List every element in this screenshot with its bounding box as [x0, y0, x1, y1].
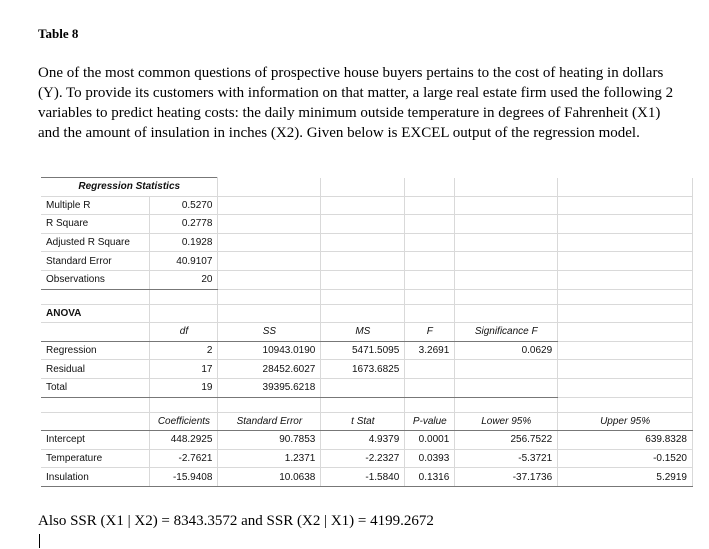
- coef-upper-95: 5.2919: [558, 468, 693, 487]
- anova-ss: 10943.0190: [218, 341, 321, 360]
- table-row: [41, 468, 693, 487]
- table-heading: Table 8: [38, 26, 79, 41]
- anova-f: 3.2691: [405, 341, 455, 360]
- table-row: [41, 431, 693, 450]
- anova-ss: 28452.6027: [218, 360, 321, 379]
- table-row: [41, 341, 693, 360]
- coef-t-stat: -2.2327: [321, 449, 405, 468]
- regression-table: [41, 177, 693, 487]
- coef-value: -15.9408: [150, 468, 218, 487]
- spacer-row: [41, 397, 693, 412]
- anova-title: ANOVA: [41, 304, 150, 323]
- stat-label: R Square: [41, 215, 150, 234]
- coef-t-stat: -1.5840: [321, 468, 405, 487]
- table-row: [41, 233, 693, 252]
- stat-value: 0.5270: [150, 196, 218, 215]
- stat-label: Observations: [41, 270, 150, 289]
- regression-statistics-title: Regression Statistics: [41, 178, 218, 197]
- coef-header-t-stat: t Stat: [321, 412, 405, 431]
- coef-header-lower-95: Lower 95%: [455, 412, 558, 431]
- coef-standard-error: 90.7853: [218, 431, 321, 450]
- table-row: [41, 449, 693, 468]
- coef-p-value: 0.1316: [405, 468, 455, 487]
- stat-value: 40.9107: [150, 252, 218, 271]
- anova-title-row: [41, 304, 693, 323]
- coef-row-label: Insulation: [41, 468, 150, 487]
- stat-label: Multiple R: [41, 196, 150, 215]
- coef-row-label: Intercept: [41, 431, 150, 450]
- coef-p-value: 0.0393: [405, 449, 455, 468]
- table-row: [41, 252, 693, 271]
- coef-standard-error: 10.0638: [218, 468, 321, 487]
- anova-ms: 1673.6825: [321, 360, 405, 379]
- coef-value: -2.7621: [150, 449, 218, 468]
- coef-p-value: 0.0001: [405, 431, 455, 450]
- stat-value: 20: [150, 270, 218, 289]
- coef-lower-95: -5.3721: [455, 449, 558, 468]
- anova-header-df: df: [150, 323, 218, 342]
- table-row: [41, 215, 693, 234]
- text-cursor: [39, 534, 40, 548]
- table-row: [41, 360, 693, 379]
- stat-label: Standard Error: [41, 252, 150, 271]
- coef-t-stat: 4.9379: [321, 431, 405, 450]
- table-row: [41, 378, 693, 397]
- anova-significance-f: 0.0629: [455, 341, 558, 360]
- coef-upper-95: 639.8328: [558, 431, 693, 450]
- coef-header-p-value: P-value: [405, 412, 455, 431]
- stat-value: 0.2778: [150, 215, 218, 234]
- footer-text: Also SSR (X1 | X2) = 8343.3572 and SSR (X2 | X1) = 4199.2672: [38, 513, 434, 529]
- coef-row-label: Temperature: [41, 449, 150, 468]
- spacer-row: [41, 289, 693, 304]
- anova-header-row: [41, 323, 693, 342]
- anova-df: 19: [150, 378, 218, 397]
- stat-label: Adjusted R Square: [41, 233, 150, 252]
- anova-row-label: Regression: [41, 341, 150, 360]
- excel-output: [41, 177, 693, 487]
- regression-statistics-header: [41, 178, 693, 197]
- coefficients-header-row: [41, 412, 693, 431]
- anova-ms: 5471.5095: [321, 341, 405, 360]
- coef-lower-95: -37.1736: [455, 468, 558, 487]
- anova-ss: 39395.6218: [218, 378, 321, 397]
- anova-df: 2: [150, 341, 218, 360]
- coef-header-coefficients: Coefficients: [150, 412, 218, 431]
- anova-row-label: Total: [41, 378, 150, 397]
- coef-header-upper-95: Upper 95%: [558, 412, 693, 431]
- problem-paragraph: [38, 63, 678, 143]
- anova-header-ms: MS: [321, 323, 405, 342]
- anova-df: 17: [150, 360, 218, 379]
- table-row: [41, 270, 693, 289]
- anova-header-f: F: [405, 323, 455, 342]
- table-row: [41, 196, 693, 215]
- anova-header-significance-f: Significance F: [455, 323, 558, 342]
- coef-lower-95: 256.7522: [455, 431, 558, 450]
- stat-value: 0.1928: [150, 233, 218, 252]
- coef-upper-95: -0.1520: [558, 449, 693, 468]
- coef-value: 448.2925: [150, 431, 218, 450]
- coef-header-standard-error: Standard Error: [218, 412, 321, 431]
- problem-text: One of the most common questions of prospective house buyers pertains to the cost of heating in dollars (Y). To provide its customers with information on that matter, a large real estate firm used the following 2 variables to predict heating costs: the daily minimum outside temperature in degrees of Fahrenheit (X1) and the amount of insulation in inches (X2). Given below is EXCEL output of the regression model.: [38, 65, 674, 141]
- anova-row-label: Residual: [41, 360, 150, 379]
- anova-header-ss: SS: [218, 323, 321, 342]
- coef-standard-error: 1.2371: [218, 449, 321, 468]
